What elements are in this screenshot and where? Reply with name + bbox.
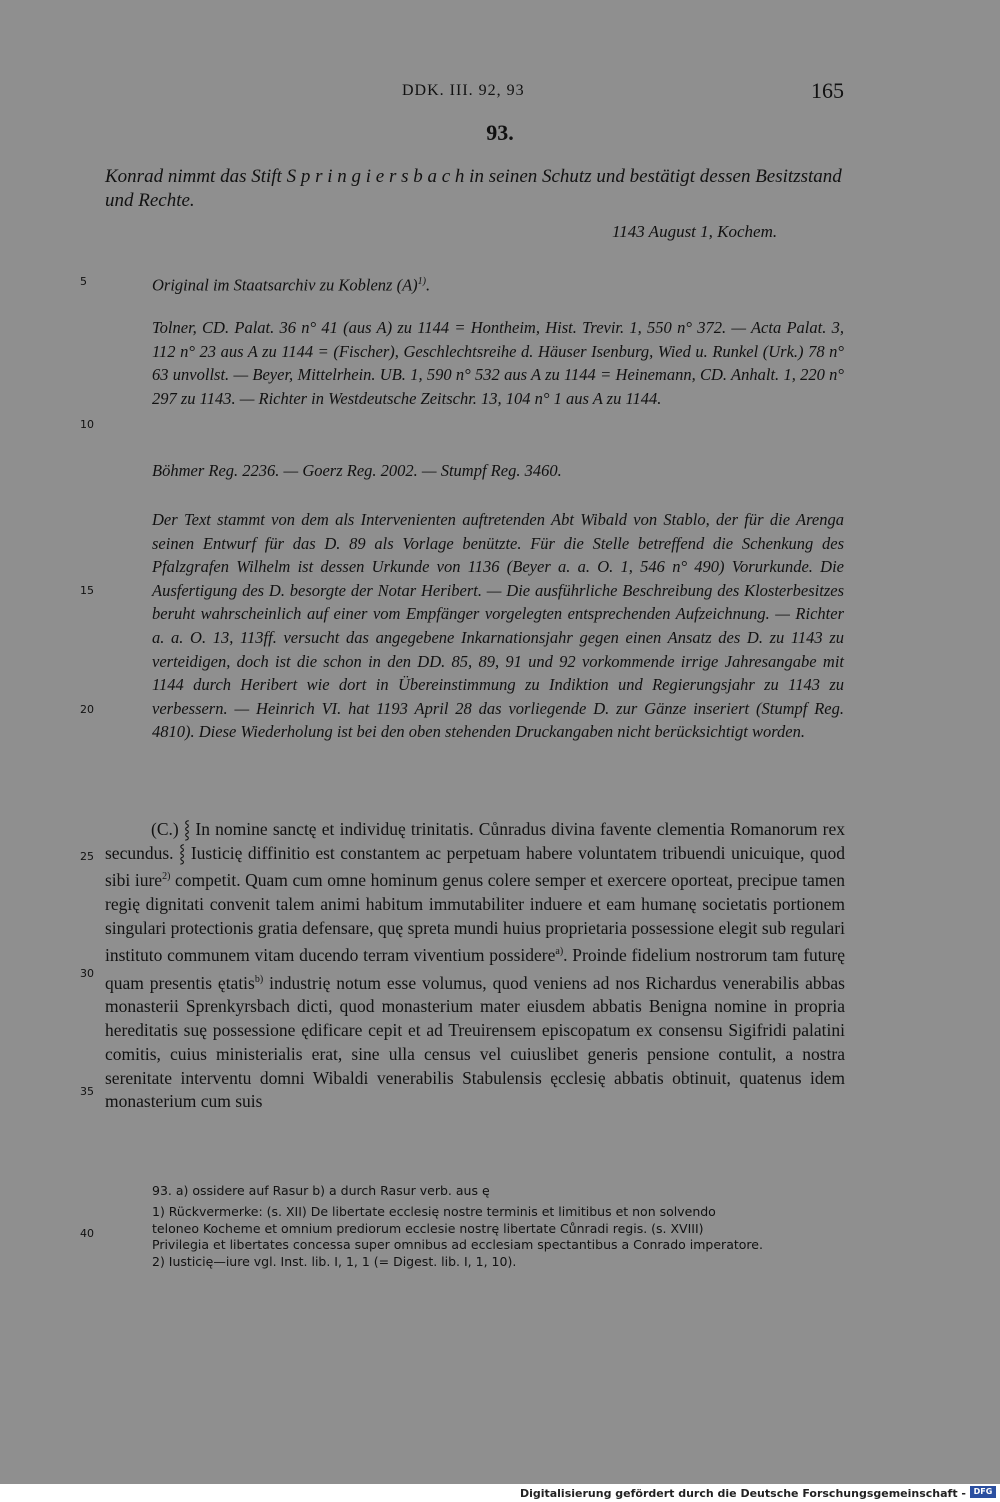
- editorial-comment: Der Text stammt von dem als Intervenienten auftretenden Abt Wibald von Stablo, der für die Arenga seinen Entwurf für das D. 89 als Vorlage benützte. Für die Stelle betreffend die Schenkung des Pfalzgrafen Wilhelm ist dessen Urkunde von 1136 (Beyer a. a. O. 1, 546 n° 490) Vorurkunde. Die Ausfertigung des D. besorgte der Notar Heribert. — Die ausführliche Beschreibung des Klosterbesitzes beruht wahrscheinlich auf einer vom Empfänger vorgelegten entsprechenden Aufzeichnung. — Richter a. a. O. 13, 113ff. versucht das angegebene Inkarnationsjahr gegen einen Ansatz des D. zu 1143 zu verteidigen, doch ist die schon in den DD. 85, 89, 91 und 92 vorkommende irrige Jahresangabe mit 1144 durch Heribert wie dort in Übereinstimmung zu Indiktion und Regierungsjahr zu 1143 zu verbessern. — Heinrich VI. hat 1193 April 28 das vorliegende D. zur Gänze inseriert (Stumpf Reg. 4810). Diese Wiederholung ist bei den oben stehenden Druckangaben nicht berücksichtigt worden.: [152, 510, 844, 742]
- line-number: 30: [80, 967, 94, 980]
- footnote-line: Privilegia et libertates concessa super omnibus ad ecclesiam spectantibus a Conrado imperatore.: [152, 1237, 763, 1252]
- footnote-line: 1) Rückvermerke: (s. XII) De libertate ecclesię nostre terminis et limitibus et non solvendo: [152, 1204, 716, 1219]
- footnotes-numbers: [152, 1204, 844, 1270]
- line-number: 35: [80, 1085, 94, 1098]
- page-header: [0, 78, 1000, 108]
- regest: Konrad nimmt das Stift S p r i n g i e r s b a c h in seinen Schutz und bestätigt dessen Besitzstand und Rechte.: [105, 166, 842, 211]
- funding-note: Digitalisierung gefördert durch die Deutsche Forschungsgemeinschaft -: [519, 1487, 966, 1500]
- line-number: 5: [80, 275, 87, 288]
- line-number: 40: [80, 1227, 94, 1240]
- dateline: 1143 August 1, Kochem.: [612, 222, 778, 241]
- footnotes-letters: 93. a) ossidere auf Rasur b) a durch Rasur verb. aus ę: [152, 1183, 490, 1198]
- document-number: 93.: [486, 120, 514, 145]
- page-number: 165: [811, 78, 844, 103]
- print-references: Tolner, CD. Palat. 36 n° 41 (aus A) zu 1144 = Hontheim, Hist. Trevir. 1, 550 n° 372. — Acta Palat. 3, 112 n° 23 aus A zu 1144 = (Fischer), Geschlechtsreihe d. Häuser Isenburg, Wied u. Runkel (Urk.) 78 n° 63 unvollst. — Beyer, Mittelrhein. UB. 1, 590 n° 532 aus A zu 1144 = Heinemann, CD. Anhalt. 1, 220 n° 297 zu 1143. — Richter in Westdeutsche Zeitschr. 13, 104 n° 1 aus A zu 1144.: [152, 318, 844, 408]
- regesta-references: Böhmer Reg. 2236. — Goerz Reg. 2002. — Stumpf Reg. 3460.: [152, 461, 562, 480]
- running-title: DDK. III. 92, 93: [402, 82, 525, 99]
- original-note: Original im Staatsarchiv zu Koblenz $(A)^{1)}$.: [152, 275, 431, 295]
- footnote-line: 2) Iusticię—iure vgl. Inst. lib. I, 1, 1 (= Digest. lib. I, 1, 10).: [152, 1253, 517, 1269]
- footnote-line: teloneo Kocheme et omnium prediorum ecclesie nostrę libertate Cůnradi regis. (s. XVIII): [152, 1220, 704, 1236]
- line-number: 25: [80, 850, 94, 863]
- line-number: 15: [80, 584, 94, 597]
- dfg-logo: DFG: [970, 1486, 996, 1498]
- charter-text: (C.) ⸾ In nomine sanctę et individuę trinitatis. Cůnradus divina favente clementia Romanorum rex secundus. ⸾ Iusticię diffinitio est constantem ac perpetuam habere voluntatem tribuendi unicuique, quod sibi iure$^{2)}$ competit. Quam cum omne hominum genus colere semper et exercere oporteat, precipue tamen regię dignitati convenit talem animi habitum immutabiliter induere et eam humanę societatis portionem singulari protectionis gratia defensare, quę spreta mundi huius proprietaria possessione elegit sub regulari instituto communem vitam ducendo terram viventium possidere$^{a)}$. Proinde fidelium nostrorum tam futurę quam presentis ętatis$^{b)}$ industrię notum esse volumus, quod veniens ad nos Richardus venerabilis abbas monasterii Sprenkyrsbach dicti, quod monasterium mater eiusdem abbatis Benigna nomine in propria hereditatis suę possessione ędificare cepit et ad Treuirensem episcopatum ex consensu Sigifridi palatini comitis, cuius ministerialis erat, sine ulla census vel cuiuslibet generis pensione contulit, a nostra serenitate interventu domni Wibaldi venerabilis Stabulensis ęcclesię abbatis obtinuit, quatenus idem monasterium cum suis: [105, 819, 845, 1112]
- line-number: 10: [80, 418, 94, 431]
- line-number: 20: [80, 703, 94, 716]
